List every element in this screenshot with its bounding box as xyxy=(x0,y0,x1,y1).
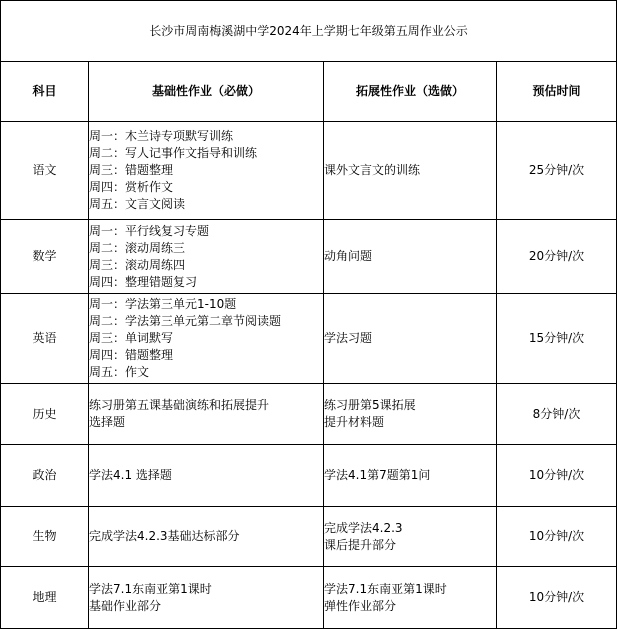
table-row xyxy=(1,384,617,445)
subject-cell: 历史 xyxy=(1,384,89,445)
basic-homework-line: 周一：学法第三单元1-10题 xyxy=(89,297,237,311)
header-extended: 拓展性作业（选做） xyxy=(324,62,497,122)
basic-homework-line: 基础作业部分 xyxy=(89,598,162,613)
basic-homework-cell xyxy=(89,567,324,629)
basic-homework-line: 选择题 xyxy=(89,415,126,429)
basic-homework-cell xyxy=(89,122,324,220)
header-basic: 基础性作业（必做） xyxy=(89,62,324,122)
basic-homework-line: 周二：滚动周练三 xyxy=(89,240,186,255)
basic-homework-cell xyxy=(89,294,324,384)
title-row xyxy=(1,1,617,62)
extended-homework-line: 提升材料题 xyxy=(324,415,385,429)
time-cell: 15分钟/次 xyxy=(497,294,617,384)
table-body xyxy=(1,122,617,629)
subject-cell: 语文 xyxy=(1,122,89,220)
table-row xyxy=(1,445,617,507)
extended-homework-line: 学法4.1第7题第1问 xyxy=(324,468,431,482)
subject-cell: 生物 xyxy=(1,507,89,567)
table-row xyxy=(1,294,617,384)
extended-homework-cell xyxy=(324,384,497,445)
basic-homework-line: 学法7.1东南亚第1课时 xyxy=(89,581,212,596)
basic-homework-line: 周二：写人记事作文指导和训练 xyxy=(89,146,258,160)
table-row xyxy=(1,122,617,220)
time-cell: 25分钟/次 xyxy=(497,122,617,220)
extended-homework-cell xyxy=(324,507,497,567)
page-title: 长沙市周南梅溪湖中学2024年上学期七年级第五周作业公示 xyxy=(1,1,617,62)
subject-cell: 英语 xyxy=(1,294,89,384)
extended-homework-line: 弹性作业部分 xyxy=(324,598,397,613)
subject-cell: 地理 xyxy=(1,567,89,629)
extended-homework-line: 学法习题 xyxy=(324,331,373,345)
extended-homework-cell xyxy=(324,220,497,294)
basic-homework-line: 周三：错题整理 xyxy=(89,163,174,177)
extended-homework-cell xyxy=(324,445,497,507)
extended-homework-line: 学法7.1东南亚第1课时 xyxy=(324,581,447,596)
basic-homework-cell xyxy=(89,384,324,445)
time-cell: 10分钟/次 xyxy=(497,567,617,629)
basic-homework-line: 周三：滚动周练四 xyxy=(89,257,186,272)
basic-homework-line: 周五：文言文阅读 xyxy=(89,197,186,211)
basic-homework-cell xyxy=(89,507,324,567)
basic-homework-cell xyxy=(89,220,324,294)
time-cell: 8分钟/次 xyxy=(497,384,617,445)
basic-homework-line: 周四：错题整理 xyxy=(89,348,174,362)
extended-homework-cell xyxy=(324,122,497,220)
time-cell: 20分钟/次 xyxy=(497,220,617,294)
extended-homework-line: 课外文言文的训练 xyxy=(324,163,421,177)
header-row xyxy=(1,62,617,122)
subject-cell: 政治 xyxy=(1,445,89,507)
time-cell: 10分钟/次 xyxy=(497,507,617,567)
basic-homework-line: 周四：赏析作文 xyxy=(89,180,174,194)
table-row xyxy=(1,220,617,294)
basic-homework-line: 周一：木兰诗专项默写训练 xyxy=(89,129,234,143)
header-subject: 科目 xyxy=(1,62,89,122)
extended-homework-line: 动角问题 xyxy=(324,249,373,263)
basic-homework-line: 周五：作文 xyxy=(89,365,150,379)
extended-homework-line: 课后提升部分 xyxy=(324,537,397,552)
basic-homework-line: 完成学法4.2.3基础达标部分 xyxy=(89,529,240,543)
extended-homework-cell xyxy=(324,294,497,384)
basic-homework-line: 周二：学法第三单元第二章节阅读题 xyxy=(89,314,282,328)
basic-homework-line: 学法4.1 选择题 xyxy=(89,468,172,482)
basic-homework-cell xyxy=(89,445,324,507)
basic-homework-line: 周一：平行线复习专题 xyxy=(89,223,210,238)
extended-homework-line: 练习册第5课拓展 xyxy=(324,398,416,412)
basic-homework-line: 周四：整理错题复习 xyxy=(89,274,198,289)
table-row xyxy=(1,507,617,567)
basic-homework-line: 练习册第五课基础演练和拓展提升 xyxy=(89,398,270,412)
header-time: 预估时间 xyxy=(497,62,617,122)
extended-homework-cell xyxy=(324,567,497,629)
basic-homework-line: 周三：单词默写 xyxy=(89,331,174,345)
time-cell: 10分钟/次 xyxy=(497,445,617,507)
table-row xyxy=(1,567,617,629)
subject-cell: 数学 xyxy=(1,220,89,294)
extended-homework-line: 完成学法4.2.3 xyxy=(324,520,403,535)
